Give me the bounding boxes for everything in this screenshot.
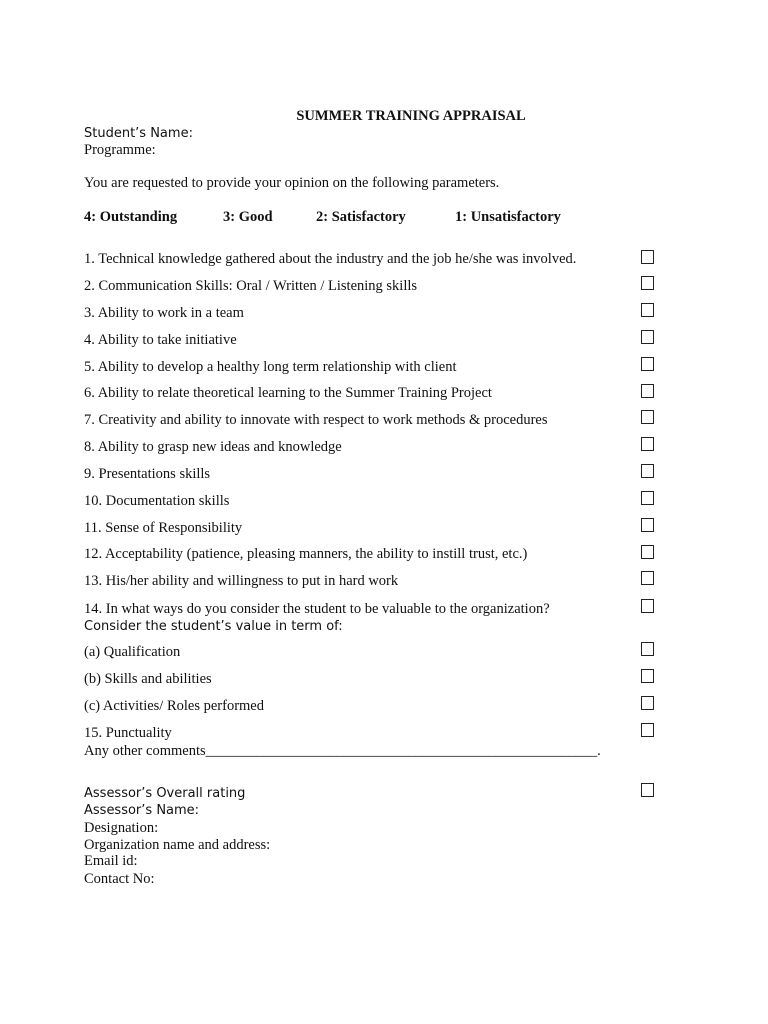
checkbox-punctuality[interactable]: [641, 723, 654, 737]
item-client-relationship: 5. Ability to develop a healthy long term relationship with client: [84, 359, 457, 375]
checkbox-item-10[interactable]: [641, 491, 654, 505]
sub-item-activities: (c) Activities/ Roles performed: [84, 698, 264, 714]
item-punctuality: 15. Punctuality: [84, 725, 172, 741]
checkbox-item-9[interactable]: [641, 464, 654, 478]
designation-label: Designation:: [84, 820, 159, 836]
item-teamwork: 3. Ability to work in a team: [84, 305, 244, 321]
sub-item-skills: (b) Skills and abilities: [84, 671, 212, 687]
checkbox-overall-rating[interactable]: [641, 783, 654, 797]
page-title: SUMMER TRAINING APPRAISAL: [296, 108, 526, 124]
item-responsibility: 11. Sense of Responsibility: [84, 520, 243, 536]
checkbox-item-3[interactable]: [641, 303, 654, 317]
checkbox-item-6[interactable]: [641, 384, 654, 398]
checkbox-item-11[interactable]: [641, 518, 654, 532]
item-value: 14. In what ways do you consider the student to be valuable to the organization?: [84, 601, 550, 617]
checkbox-item-7[interactable]: [641, 410, 654, 424]
organization-label: Organization name and address:: [84, 837, 271, 853]
comments-line: Any other comments______________________________________________________.: [84, 743, 601, 759]
item-documentation: 10. Documentation skills: [84, 493, 230, 509]
checkbox-item-2[interactable]: [641, 276, 654, 290]
email-label: Email id:: [84, 853, 138, 869]
student-name-label: Student’s Name:: [84, 126, 193, 141]
intro-text: You are requested to provide your opinion on the following parameters.: [84, 175, 500, 191]
item-presentation: 9. Presentations skills: [84, 466, 211, 482]
overall-rating-label: Assessor’s Overall rating: [84, 786, 246, 801]
checkbox-item-8[interactable]: [641, 437, 654, 451]
checkbox-item-12[interactable]: [641, 545, 654, 559]
checkbox-item-13[interactable]: [641, 571, 654, 585]
scale-satisfactory: 2: Satisfactory: [316, 209, 406, 225]
item-hard-work: 13. His/her ability and willingness to put in hard work: [84, 573, 399, 589]
checkbox-item-1[interactable]: [641, 250, 654, 264]
scale-unsatisfactory: 1: Unsatisfactory: [455, 209, 561, 225]
contact-label: Contact No:: [84, 871, 155, 887]
item-new-ideas: 8. Ability to grasp new ideas and knowledge: [84, 439, 342, 455]
checkbox-item-4[interactable]: [641, 330, 654, 344]
item-theory-relation: 6. Ability to relate theoretical learning to the Summer Training Project: [84, 385, 492, 401]
checkbox-sub-a[interactable]: [641, 642, 654, 656]
item-communication: 2. Communication Skills: Oral / Written / Listening skills: [84, 278, 418, 294]
checkbox-item-5[interactable]: [641, 357, 654, 371]
item-initiative: 4. Ability to take initiative: [84, 332, 237, 348]
value-prompt: Consider the student’s value in term of:: [84, 619, 343, 634]
checkbox-sub-b[interactable]: [641, 669, 654, 683]
item-creativity: 7. Creativity and ability to innovate with respect to work methods & procedures: [84, 412, 548, 428]
item-technical-knowledge: 1. Technical knowledge gathered about the industry and the job he/she was involved.: [84, 251, 577, 267]
scale-good: 3: Good: [223, 209, 273, 225]
item-acceptability: 12. Acceptability (patience, pleasing manners, the ability to instill trust, etc.): [84, 546, 528, 562]
checkbox-sub-c[interactable]: [641, 696, 654, 710]
checkbox-item-14[interactable]: [641, 599, 654, 613]
sub-item-qualification: (a) Qualification: [84, 644, 181, 660]
assessor-name-label: Assessor’s Name:: [84, 803, 200, 818]
programme-label: Programme:: [84, 142, 156, 158]
scale-outstanding: 4: Outstanding: [84, 209, 178, 225]
